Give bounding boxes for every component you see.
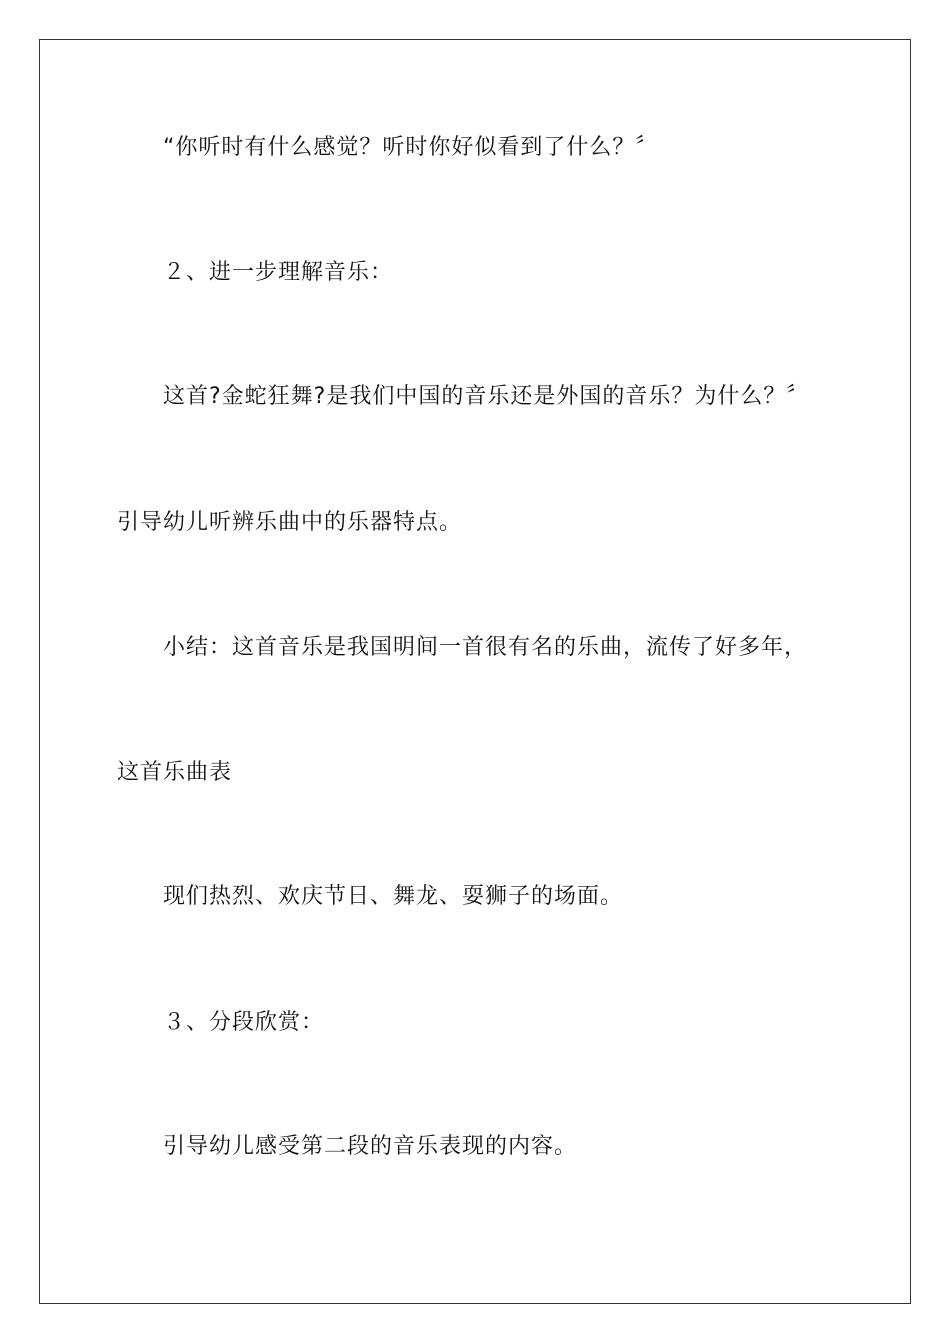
section-heading-3: ３、分段欣赏： xyxy=(163,1010,325,1035)
paragraph-summary: 小结：这首音乐是我国明间一首很有名的乐曲，流传了好多年， xyxy=(163,635,808,660)
paragraph-question: “你听时有什么感觉？听时你好似看到了什么？〞 xyxy=(163,135,659,160)
paragraph-music-origin-question: 这首?金蛇狂舞?是我们中国的音乐还是外国的音乐？为什么？〞 xyxy=(163,384,810,409)
paragraph-summary-end: 现们热烈、欢庆节日、舞龙、耍狮子的场面。 xyxy=(163,884,624,909)
paragraph-instrument-guidance: 引导幼儿听辨乐曲中的乐器特点。 xyxy=(117,510,463,535)
paragraph-second-section-guidance: 引导幼儿感受第二段的音乐表现的内容。 xyxy=(163,1134,578,1159)
page-border xyxy=(39,39,911,1304)
paragraph-summary-continued: 这首乐曲表 xyxy=(117,760,233,785)
section-heading-2: ２、进一步理解音乐： xyxy=(163,260,394,285)
